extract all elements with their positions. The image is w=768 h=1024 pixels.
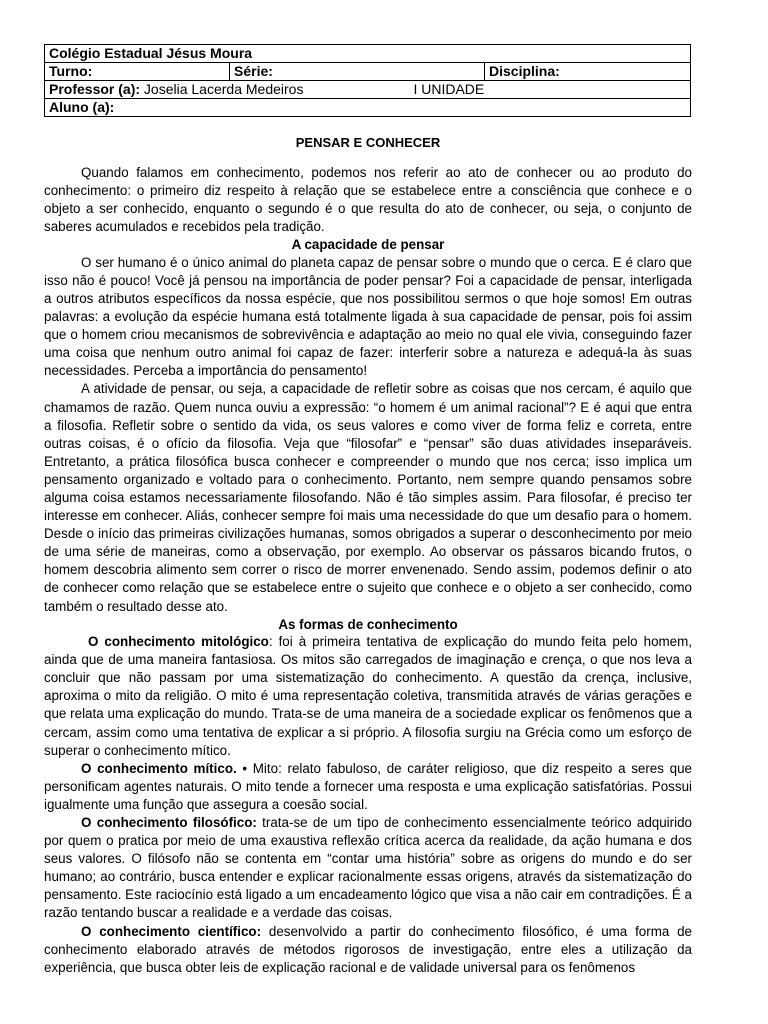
term-mitologico: O conhecimento mitológico	[88, 634, 269, 650]
text-filosofico: trata-se de um tipo de conhecimento essencialmente teórico adquirido por quem o pratica por meio de uma exaustiva reflexão crítica acerca da realidade, da ação humana e dos seus valores. O filósofo não se contenta em “contar uma história” sobre as origens do mundo e do ser humano; ao contrário, busca entender e explicar racionalmente essas origens, através da sistematização do pensamento. Este raciocínio está ligado a um encadeamento lógico que visa a não cair em contradições. É a razão tentando buscar a realidade e a verdade das coisas.	[44, 815, 692, 921]
school-name: Colégio Estadual Jésus Moura	[45, 45, 691, 63]
section-title-formas: As formas de conhecimento	[278, 616, 458, 632]
text-mitico: • Mito: relato fabuloso, de caráter religioso, que diz respeito a seres que personificam agentes naturais. O mito tende a fornecer uma resposta e uma explicação satisfatórias. Possui igualmente uma função que assegura a coesão social.	[44, 760, 692, 812]
term-cientifico: O conhecimento científico:	[81, 923, 262, 939]
document-title: PENSAR E CONHECER	[295, 135, 441, 150]
header-row-info	[45, 63, 691, 81]
paragraph-cientifico	[44, 923, 692, 977]
section-title-pensar: A capacidade de pensar	[291, 237, 445, 253]
header-row-aluno	[45, 99, 691, 117]
document-page	[44, 44, 692, 977]
text-cientifico: desenvolvido a partir do conhecimento filosófico, é uma forma de conhecimento elaborado através de métodos rigorosos de investigação, entre eles a utilização da experiência, que busca obter leis de explicação racional e de validade universal para os fenômenos	[44, 923, 693, 975]
text-mitologico: : foi à primeira tentativa de explicação do mundo feita pelo homem, ainda que de uma maneira fantasiosa. Os mitos são carregados de imaginação e crença, o que nos leva a concluir que não passam por uma sistematização do conhecimento. A questão da crença, inclusive, aproxima o mito da religião. O mito é uma representação coletiva, transmitida através de várias gerações e que relata uma explicação do mundo. Trata-se de uma maneira de a sociedade explicar os fenômenos que a cercam, assim como uma tentativa de explicar a si próprio. A filosofia surgiu na Grécia como um esforço de superar o conhecimento mítico.	[44, 634, 692, 758]
term-mitico: O conhecimento mítico.	[81, 760, 237, 776]
serie-label: Série:	[230, 63, 485, 81]
header-table	[44, 44, 691, 117]
paragraph-mitico	[44, 760, 692, 814]
unit-label: I UNIDADE	[413, 81, 485, 97]
aluno-label: Aluno (a):	[45, 99, 691, 117]
section1-paragraph-1: O ser humano é o único animal do planeta capaz de pensar sobre o mundo que o cerca. E é claro que isso não é pouco! Você já pensou na importância de poder pensar? Foi a capacidade de pensar, interligada a outros atributos específicos da nossa espécie, que nos possibilitou sermos o que hoje somos! Em outras palavras: a evolução da espécie humana está totalmente ligada à sua capacidade de pensar, pois foi assim que o homem criou mecanismos de sobrevivência e adaptação ao meio no qual ele vivia, conseguindo fazer uma coisa que nenhum outro animal foi capaz de fazer: interferir sobre a natureza e adequá-la às suas necessidades. Perceba a importância do pensamento!	[44, 254, 692, 379]
professor-name: Joselia Lacerda Medeiros	[143, 81, 304, 97]
header-row-professor	[45, 81, 691, 99]
turno-label: Turno:	[45, 63, 230, 81]
header-row-school	[45, 45, 691, 63]
disciplina-label: Disciplina:	[485, 63, 691, 81]
professor-cell	[45, 81, 691, 99]
paragraph-mitologico	[44, 633, 692, 760]
paragraph-filosofico	[44, 814, 692, 923]
section1-paragraph-2: A atividade de pensar, ou seja, a capacidade de refletir sobre as coisas que nos cercam, é aquilo que chamamos de razão. Quem nunca ouviu a expressão: “o homem é um animal racional”? E é aqui que entra a filosofia. Refletir sobre o sentido da vida, os seus valores e como viver de forma feliz e correta, entre outras coisas, é o ofício da filosofia. Veja que “filosofar” e “pensar” são duas atividades inseparáveis. Entretanto, a prática filosófica busca conhecer e compreender o mundo que nos cerca; isso implica um pensamento organizado e voltado para o conhecimento. Portanto, nem sempre quando pensamos sobre alguma coisa estamos necessariamente filosofando. Não é tão simples assim. Para filosofar, é preciso ter interesse em conhecer. Aliás, conhecer sempre foi mais uma necessidade do que um desafio para o homem. Desde o início das primeiras civilizações humanas, somos obrigados a superar o desconhecimento por meio de uma série de maneiras, como a observação, por exemplo. Ao observar os pássaros bicando frutos, o homem descobria alimento sem correr o risco de morrer envenenado. Sendo assim, podemos definir o ato de conhecer como relação que se estabelece entre o sujeito que conhece e o objeto a ser conhecido, como também o resultado desse ato.	[44, 381, 692, 614]
professor-label: Professor (a):	[49, 81, 141, 97]
term-filosofico: O conhecimento filosófico:	[81, 815, 257, 830]
intro-paragraph: Quando falamos em conhecimento, podemos nos referir ao ato de conhecer ou ao produto do conhecimento: o primeiro diz respeito à relação que se estabelece entre a consciência que conhece e o objeto a ser conhecido, enquanto o segundo é o que resulta do ato de conhecer, ou seja, o conjunto de saberes acumulados e recebidos pela tradição.	[44, 165, 692, 235]
document-body	[44, 164, 692, 977]
